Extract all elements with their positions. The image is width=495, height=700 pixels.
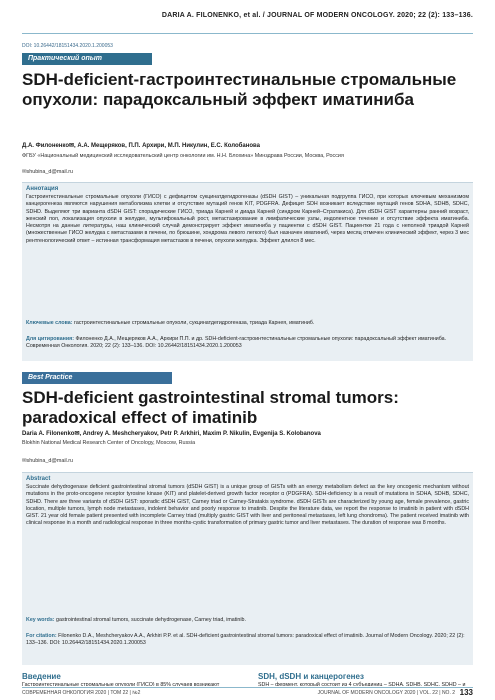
running-header: DARIA A. FILONENKO, et al. / JOURNAL OF MODERN ONCOLOGY. 2020; 22 (2): 133–136. [161,12,473,19]
email-link-ru[interactable]: ✉shubina_d@mail.ru [22,169,74,175]
abstract-heading-en: Abstract [26,476,51,482]
introduction-heading: Введение [22,672,61,681]
sdh-text: SDH – фермент, который состоит из 4 субъединиц – SDHA, SDHB, SDHC, SDHD – и [258,682,466,686]
section-banner-ru: Практический опыт [22,53,152,65]
abstract-text-en: Succinate dehydrogenase deficient gastrointestinal stromal tumors (dSDH GIST) is a unique group of GISTs with an energy metabolism defect as the key oncogenic mechanism without mutations in the proto-oncogene receptor tyrosine kinase (KIT) and platelet-derived growth factor receptor α (PDGFRA). SDH-deficiency is a result of mutations in SDHA, SDHB, SDHC, SDHD. There are three variants of dSDH GIST: sporadic dSDH GIST, Carney triad or Carney-Stratakis syndrome. dSDH GISTs are characterized by young age, female prevalence, gastric location, multiple tumors, lymph node metastases, indolent behavior and poorly response to imatinib. Despite the literature data, we report the response to imatinib in patient with dSDH GIST. 21 year old female patient presented with incomplete Carney triad (multiply gastric GIST with liver and peritoneal metastases, left lung chondroma). The patient received imatinib with clinical response in a month and radiological response in three months-cystic transformation of primary gastric tumor and liver metastases. The duration of response was 8 months. [26,484,469,527]
abstract-box-en [22,472,473,665]
page-header [0,0,495,34]
citation-value-en: Filonenko D.A., Meshcheryakov A.A., Arkhiri P.P. et al. SDH-deficient gastrointestinal stromal tumors: paradoxical effect of imatinib. Journal of Modern Oncology. 2020; 22 (2): 133–136. DOI: 10.26442/18151434.2020.1.200053 [26,633,465,647]
introduction-section [22,672,237,686]
footer-right: JOURNAL OF MODERN ONCOLOGY 2020 | VOL. 22 | NO. 2 [317,690,455,696]
article-title-ru: SDH-deficient-гастроинтестинальные стромальные опухоли: парадоксальный эффект иматиниба [22,70,457,109]
affiliation-ru: ФГБУ «Национальный медицинский исследовательский центр онкологии им. Н.Н. Блохина» Минздрава России, Москва, Россия [22,153,344,159]
keywords-label-en: Key words: [26,617,55,623]
sdh-heading: SDH, dSDH и канцерогенез [258,672,364,681]
header-divider [22,33,473,34]
keywords-value-en: gastrointestinal stromal tumors, succinate dehydrogenase, Carney triad, imatinib. [56,617,246,623]
keywords-label-ru: Ключевые слова: [26,320,73,326]
introduction-text: Гастроинтестинальные стромальные опухоли (ГИСО) в 85% случаев возникают [22,682,220,686]
affiliation-en: Blokhin National Medical Research Center of Oncology, Moscow, Russia [22,440,196,446]
keywords-value-ru: гастроинтестинальные стромальные опухоли, сукцинатдегидрогеназа, триада Карнея, иматиниб. [74,320,315,326]
abstract-heading-ru: Аннотация [26,186,59,192]
footer-divider [22,687,473,688]
citation-value-ru: Филоненко Д.А., Мещеряков А.А., Архири П.П. и др. SDH-deficient-гастроинтестинальные стромальные опухоли: парадоксальный эффект иматиниба. Современная Онкология. 2020; 22 (2): 133–136. DOI: 10.26442/18151434.2020.1.200053 [26,336,447,350]
citation-label-en: For citation: [26,633,57,639]
keywords-en [26,617,469,624]
authors-ru: Д.А. Филоненко✉, А.А. Мещеряков, П.П. Архири, М.П. Никулин, Е.С. Колобанова [22,143,260,149]
keywords-ru [26,320,469,327]
page-number: 133 [459,688,473,697]
abstract-box-ru [22,182,473,361]
citation-en [26,633,469,648]
sdh-section [258,672,473,686]
citation-ru [26,336,469,351]
section-banner-en: Best Practice [22,372,172,384]
abstract-text-ru: Гастроинтестинальные стромальные опухоли (ГИСО) с дефицитом сукцинатдегидрогеназы (dSDH GIST) – уникальная подгруппа ГИСО, при которых ключевым механизмом канцерогенеза являются нарушения метаболизма клетки и отсутствие мутаций генов KIT, PDGFRA. Дефицит SDH возникает вследствие мутаций генов SDHA, SDHB, SDHC, SDHD. Выделяют три варианта dSDH GIST: спорадические ГИСО, триада Карней и диада Карней (синдром Карней–Стратакиса). Для dSDH GIST характерны ранний возраст, женский пол, локализация опухоли в желудке, мультифокальный рост, метастазирование в лимфатические узлы, индолентное течение и отсутствие эффекта иматиниба. Несмотря на данные литературы, наш клинический случай демонстрирует эффект иматиниба у пациентки с dSDH GIST. Пациентке 21 года с неполной триадой Карней (множественные ГИСО желудка с метастазами в печени, по брюшине, хондрома левого легкого) был назначен иматиниб, через месяц отмечен клинический эффект, через 3 мес рентгенологический ответ – истинная трансформация метастазов в печени, опухоли желудка. Эффект длился 8 мес. [26,194,469,244]
email-link-en[interactable]: ✉shubina_d@mail.ru [22,458,74,464]
article-title-en: SDH-deficient gastrointestinal stromal tumors: paradoxical effect of imatinib [22,388,399,427]
citation-label-ru: Для цитирования: [26,336,74,342]
authors-en: Daria A. Filonenko✉, Andrey A. Meshcheryakov, Petr P. Arkhiri, Maxim P. Nikulin, Evgenija S. Kolobanova [22,431,321,437]
doi-link[interactable]: DOI: 10.26442/18151434.2020.1.200053 [22,43,113,49]
footer-left: СОВРЕМЕННАЯ ОНКОЛОГИЯ 2020 | ТОМ 22 | №2 [22,690,141,696]
